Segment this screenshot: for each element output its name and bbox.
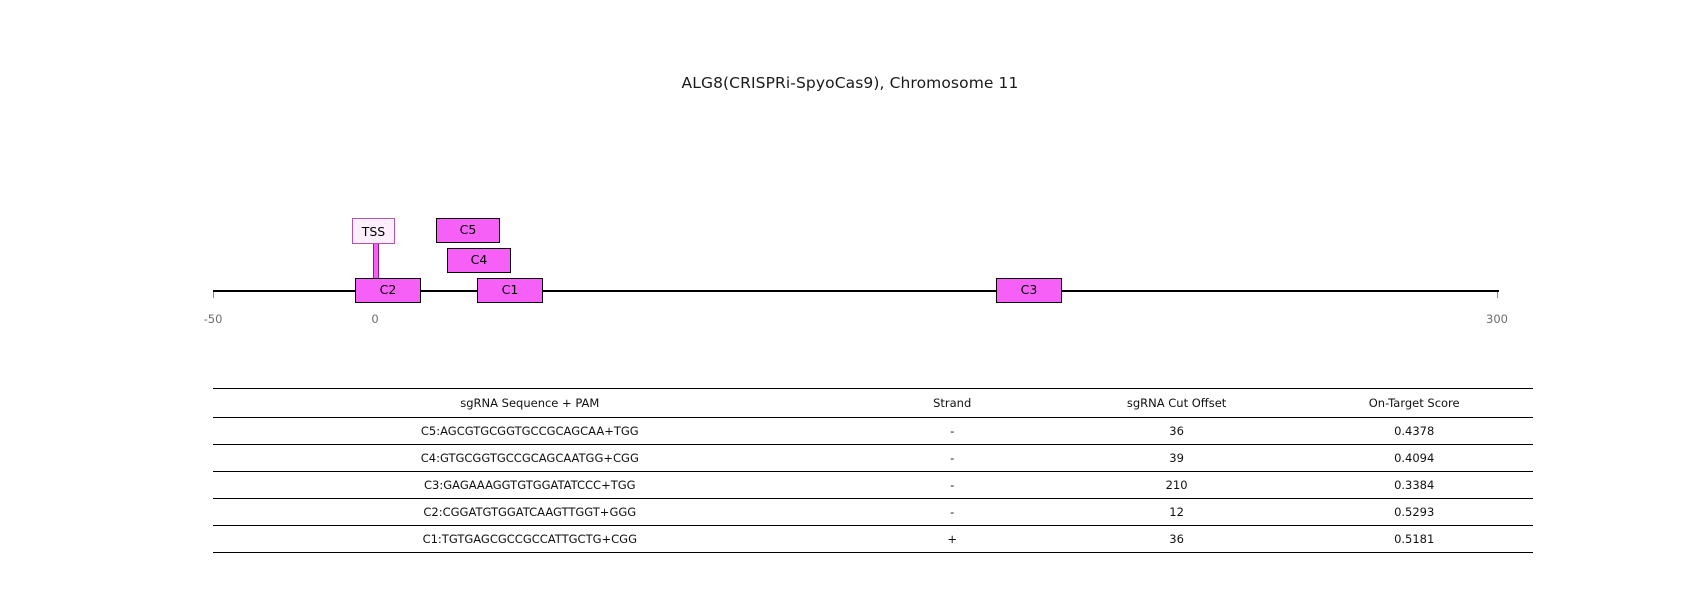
cell-score: 0.3384	[1295, 472, 1533, 499]
cell-score: 0.4378	[1295, 418, 1533, 445]
sgrna-feature-c3[interactable]: C3	[996, 278, 1062, 303]
table-row	[213, 526, 1533, 553]
column-header-sequence: sgRNA Sequence + PAM	[213, 389, 847, 418]
column-header-offset: sgRNA Cut Offset	[1058, 389, 1296, 418]
axis-tick-label-minus50: -50	[203, 312, 223, 326]
cell-offset: 12	[1058, 499, 1296, 526]
cell-strand: -	[847, 418, 1058, 445]
sgrna-feature-c5[interactable]: C5	[436, 218, 500, 243]
column-header-score: On-Target Score	[1295, 389, 1533, 418]
cell-sequence: C2:CGGATGTGGATCAAGTTGGT+GGG	[213, 499, 847, 526]
cell-score: 0.5181	[1295, 526, 1533, 553]
cell-sequence: C4:GTGCGGTGCCGCAGCAATGG+CGG	[213, 445, 847, 472]
cell-strand: -	[847, 472, 1058, 499]
column-header-strand: Strand	[847, 389, 1058, 418]
cell-strand: -	[847, 445, 1058, 472]
tss-stem	[373, 243, 379, 279]
table-header-row	[213, 389, 1533, 418]
table-row	[213, 445, 1533, 472]
axis-tick-minus50	[213, 292, 214, 298]
page-title: ALG8(CRISPRi-SpyoCas9), Chromosome 11	[681, 74, 1019, 92]
table-row	[213, 472, 1533, 499]
sgrna-feature-c1[interactable]: C1	[477, 278, 543, 303]
cell-offset: 36	[1058, 418, 1296, 445]
table-row	[213, 418, 1533, 445]
cell-strand: -	[847, 499, 1058, 526]
table-row	[213, 499, 1533, 526]
cell-offset: 210	[1058, 472, 1296, 499]
axis-tick-300	[1497, 292, 1498, 298]
axis-tick-label-300: 300	[1486, 312, 1508, 326]
sgrna-feature-c2[interactable]: C2	[355, 278, 421, 303]
tss-marker[interactable]: TSS	[352, 218, 395, 244]
sgrna-feature-c4[interactable]: C4	[447, 248, 511, 273]
cell-sequence: C5:AGCGTGCGGTGCCGCAGCAA+TGG	[213, 418, 847, 445]
axis-tick-label-zero: 0	[371, 312, 379, 326]
sgrna-results-table	[213, 388, 1533, 553]
cell-offset: 39	[1058, 445, 1296, 472]
cell-score: 0.5293	[1295, 499, 1533, 526]
cell-sequence: C3:GAGAAAGGTGTGGATATCCC+TGG	[213, 472, 847, 499]
cell-strand: +	[847, 526, 1058, 553]
cell-score: 0.4094	[1295, 445, 1533, 472]
cell-offset: 36	[1058, 526, 1296, 553]
cell-sequence: C1:TGTGAGCGCCGCCATTGCTG+CGG	[213, 526, 847, 553]
